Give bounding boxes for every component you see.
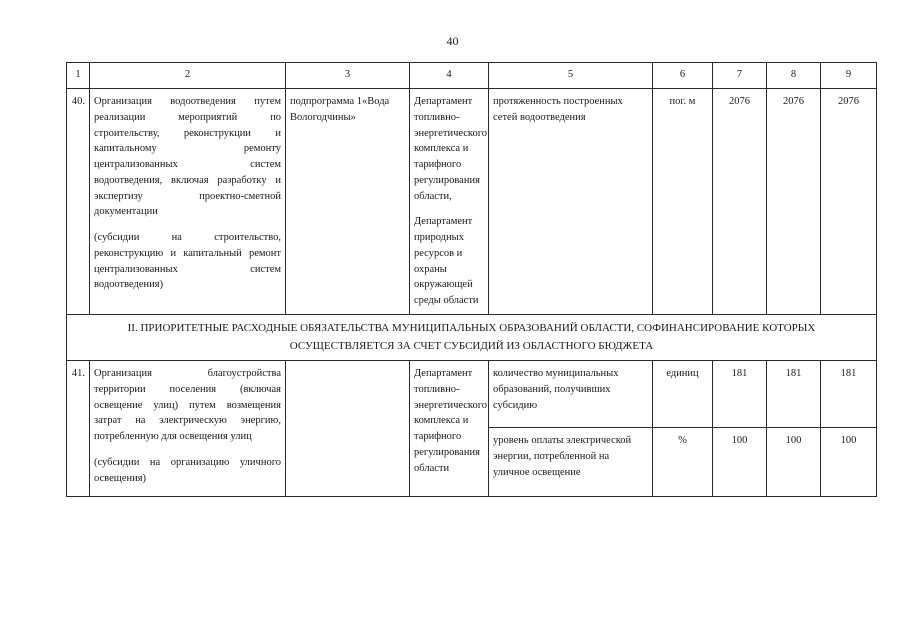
indicator-cell (489, 361, 653, 497)
value-col9: 2076 (821, 89, 877, 315)
measure-name: Организация водоотведения путем реализации мероприятий по строительству, реконструкции и капитальному ремонту централизованных систем водоотведения, включая разработку и экспертизу проектно-сметной документации (94, 96, 281, 218)
measure-description (90, 89, 286, 315)
row-number: 40. (67, 89, 90, 315)
col-header-8: 8 (767, 63, 821, 89)
program-cell: подпрограмма 1«Вода Вологодчины» (286, 89, 410, 315)
value-col8-2: 100 (767, 427, 820, 454)
col-header-4: 4 (410, 63, 489, 89)
measure-description (90, 361, 286, 497)
program-cell (286, 361, 410, 497)
col-header-1: 1 (67, 63, 90, 89)
indicator-1: количество муниципальных образований, получивших субсидию (493, 368, 619, 411)
indicator-cell: протяженность построенных сетей водоотведения (489, 89, 653, 315)
value-col9-2: 100 (821, 427, 876, 454)
col-header-3: 3 (286, 63, 410, 89)
table-row-41 (67, 361, 877, 497)
unit-cell (653, 361, 713, 497)
value-col8-1: 181 (785, 368, 802, 380)
col-header-5: 5 (489, 63, 653, 89)
indicator-2: уровень оплаты электрической энергии, потребленной на уличное освещение (489, 427, 652, 485)
row-number: 41. (67, 361, 90, 497)
department-cell (410, 89, 489, 315)
measure-subsidy: (субсидии на организацию уличного освещения) (94, 456, 281, 484)
value-col7-1: 181 (731, 368, 748, 380)
col-header-2: 2 (90, 63, 286, 89)
value-col7-2: 100 (713, 427, 766, 454)
value-col8 (767, 361, 821, 497)
unit-2: % (653, 427, 712, 454)
col-header-6: 6 (653, 63, 713, 89)
table-row-40 (67, 89, 877, 315)
page-number: 40 (446, 34, 459, 48)
department-2: Департамент природных ресурсов и охраны окружающей среды области (414, 216, 479, 306)
section-header-row (67, 314, 877, 360)
section-title: II. ПРИОРИТЕТНЫЕ РАСХОДНЫЕ ОБЯЗАТЕЛЬСТВА МУНИЦИПАЛЬНЫХ ОБРАЗОВАНИЙ ОБЛАСТИ, СОФИНАНСИРОВАНИЕ КОТОРЫХ ОСУЩЕСТВЛЯЕТСЯ ЗА СЧЕТ СУБСИДИЙ ИЗ ОБЛАСТНОГО БЮДЖЕТА (67, 314, 877, 360)
department-1: Департамент топливно-энергетического комплекса и тарифного регулирования области, (414, 96, 488, 202)
measure-subsidy: (субсидии на строительство, реконструкцию и капитальный ремонт централизованных систем водоотведения) (94, 232, 281, 291)
unit-1: единиц (666, 368, 699, 380)
document-table (66, 62, 877, 497)
value-col7: 2076 (713, 89, 767, 315)
col-header-7: 7 (713, 63, 767, 89)
col-header-9: 9 (821, 63, 877, 89)
column-number-row (67, 63, 877, 89)
measure-name: Организация благоустройства территории поселения (включая освещение улиц) путем возмещения затрат на электрическую энергию, потребленную для освещения улиц (94, 368, 281, 443)
value-col7 (713, 361, 767, 497)
value-col9-1: 181 (840, 368, 857, 380)
value-col9 (821, 361, 877, 497)
unit-cell: пог. м (653, 89, 713, 315)
department-cell: Департамент топливно-энергетического комплекса и тарифного регулирования области (410, 361, 489, 497)
value-col8: 2076 (767, 89, 821, 315)
